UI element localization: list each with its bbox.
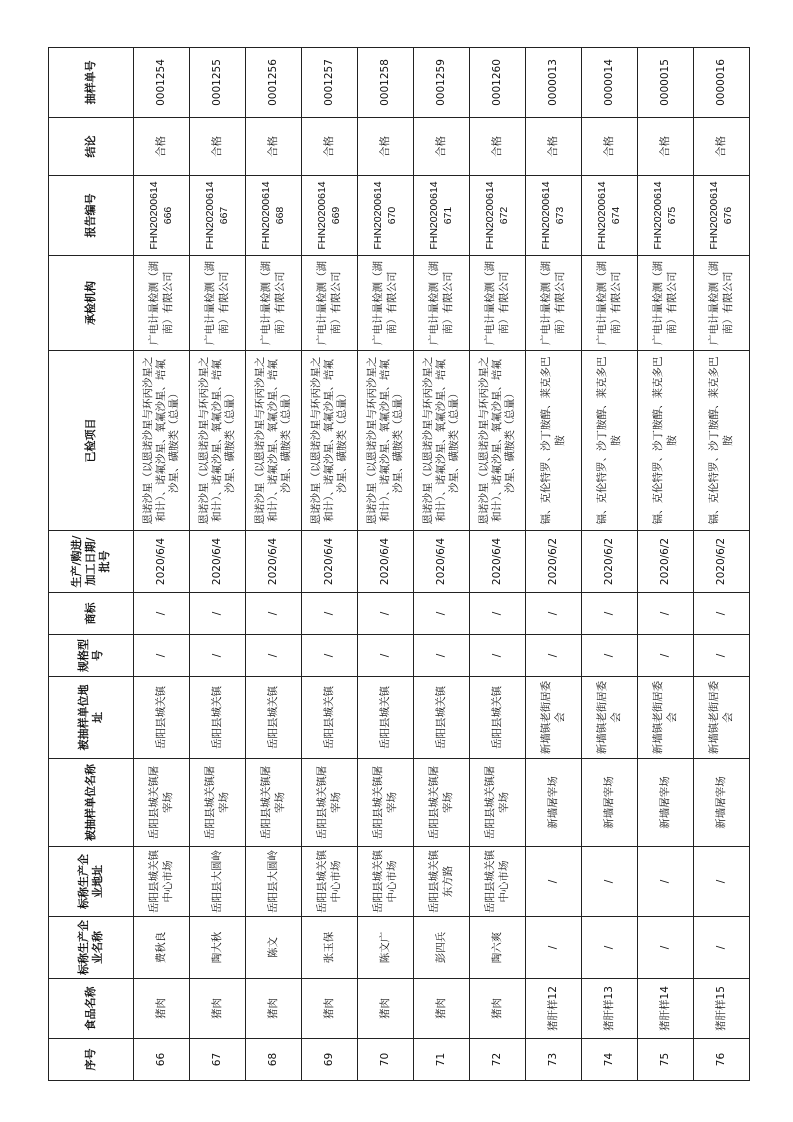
- tested-items-cell: 恩诺沙星（以恩诺沙星与环丙沙星之和计）、诺氟沙星、氧氟沙星、培氟沙星、磺胺类（总量）: [470, 351, 526, 531]
- header-cell: 抽样单号: [49, 48, 134, 118]
- manufacturer-name-cell: /: [638, 917, 694, 979]
- spec-model-cell: /: [358, 635, 414, 677]
- row-number-cell: 75: [638, 1039, 694, 1081]
- sampled-unit-name-cell: 岳阳县城关镇屠宰场: [246, 759, 302, 847]
- sampled-unit-name-cell: 岳阳县城关镇屠宰场: [470, 759, 526, 847]
- spec-model-cell: /: [302, 635, 358, 677]
- table-row: [582, 48, 638, 1081]
- manufacturer-name-cell: 张玉保: [302, 917, 358, 979]
- production-date-cell: 2020/6/4: [302, 531, 358, 593]
- food-name-cell: 猪肉: [134, 979, 190, 1039]
- production-date-cell: 2020/6/2: [526, 531, 582, 593]
- manufacturer-address-cell: /: [526, 847, 582, 917]
- tested-items-cell: 恩诺沙星（以恩诺沙星与环丙沙星之和计）、诺氟沙星、氧氟沙星、培氟沙星、磺胺类（总量）: [414, 351, 470, 531]
- header-cell: 被抽样单位地址: [49, 677, 134, 759]
- sampled-unit-name-cell: 岳阳县城关镇屠宰场: [134, 759, 190, 847]
- report-number-cell: FHN20200614670: [358, 176, 414, 256]
- trademark-cell: /: [414, 593, 470, 635]
- food-name-cell: 猪肉: [358, 979, 414, 1039]
- testing-agency-cell: 广电计量检测（湖南）有限公司: [526, 256, 582, 351]
- sample-number-cell: 0001257: [302, 48, 358, 118]
- manufacturer-name-cell: 陶大秋: [190, 917, 246, 979]
- testing-agency-cell: 广电计量检测（湖南）有限公司: [638, 256, 694, 351]
- food-name-cell: 猪肉: [246, 979, 302, 1039]
- table-row: [638, 48, 694, 1081]
- trademark-cell: /: [134, 593, 190, 635]
- spec-model-cell: /: [134, 635, 190, 677]
- sample-number-cell: 0001259: [414, 48, 470, 118]
- header-cell: 标称生产企业地址: [49, 847, 134, 917]
- sample-number-cell: 0001256: [246, 48, 302, 118]
- spec-model-cell: /: [582, 635, 638, 677]
- table-row: [526, 48, 582, 1081]
- trademark-cell: /: [638, 593, 694, 635]
- conclusion-cell: 合格: [134, 118, 190, 176]
- row-number-cell: 71: [414, 1039, 470, 1081]
- header-cell: 承检机构: [49, 256, 134, 351]
- tested-items-cell: 镉、克伦特罗、沙丁胺醇、莱克多巴胺: [582, 351, 638, 531]
- table-row: [470, 48, 526, 1081]
- table-row: [694, 48, 750, 1081]
- table-row: [302, 48, 358, 1081]
- manufacturer-name-cell: /: [694, 917, 750, 979]
- testing-agency-cell: 广电计量检测（湖南）有限公司: [358, 256, 414, 351]
- report-number-cell: FHN20200614671: [414, 176, 470, 256]
- sampled-unit-name-cell: 岳阳县城关镇屠宰场: [302, 759, 358, 847]
- conclusion-cell: 合格: [190, 118, 246, 176]
- row-number-cell: 74: [582, 1039, 638, 1081]
- sampled-unit-address-cell: 新墙镇老街居委会: [582, 677, 638, 759]
- header-cell: 生产/购进/加工日期/批号: [49, 531, 134, 593]
- manufacturer-name-cell: 陶六爽: [470, 917, 526, 979]
- food-name-cell: 猪肉: [470, 979, 526, 1039]
- header-cell: 结论: [49, 118, 134, 176]
- manufacturer-name-cell: /: [582, 917, 638, 979]
- sample-number-cell: 0000016: [694, 48, 750, 118]
- sampled-unit-address-cell: 新墙镇老街居委会: [694, 677, 750, 759]
- sample-number-cell: 0001255: [190, 48, 246, 118]
- sample-number-cell: 0000013: [526, 48, 582, 118]
- testing-agency-cell: 广电计量检测（湖南）有限公司: [302, 256, 358, 351]
- tested-items-cell: 恩诺沙星（以恩诺沙星与环丙沙星之和计）、诺氟沙星、氧氟沙星、培氟沙星、磺胺类（总量）: [358, 351, 414, 531]
- report-number-cell: FHN20200614668: [246, 176, 302, 256]
- trademark-cell: /: [358, 593, 414, 635]
- manufacturer-address-cell: 岳阳县大圆岭: [246, 847, 302, 917]
- production-date-cell: 2020/6/2: [582, 531, 638, 593]
- production-date-cell: 2020/6/4: [358, 531, 414, 593]
- trademark-cell: /: [246, 593, 302, 635]
- sampled-unit-name-cell: 新墙屠宰场: [638, 759, 694, 847]
- sampled-unit-name-cell: 新墙屠宰场: [526, 759, 582, 847]
- manufacturer-name-cell: 陈文广: [358, 917, 414, 979]
- tested-items-cell: 恩诺沙星（以恩诺沙星与环丙沙星之和计）、诺氟沙星、氧氟沙星、培氟沙星、磺胺类（总量）: [246, 351, 302, 531]
- manufacturer-address-cell: /: [638, 847, 694, 917]
- trademark-cell: /: [582, 593, 638, 635]
- header-cell: 序号: [49, 1039, 134, 1081]
- testing-agency-cell: 广电计量检测（湖南）有限公司: [190, 256, 246, 351]
- sampled-unit-name-cell: 新墙屠宰场: [582, 759, 638, 847]
- row-number-cell: 72: [470, 1039, 526, 1081]
- manufacturer-address-cell: 岳阳县城关镇中心市场: [358, 847, 414, 917]
- row-number-cell: 70: [358, 1039, 414, 1081]
- tested-items-cell: 恩诺沙星（以恩诺沙星与环丙沙星之和计）、诺氟沙星、氧氟沙星、培氟沙星、磺胺类（总量）: [302, 351, 358, 531]
- row-number-cell: 76: [694, 1039, 750, 1081]
- sample-number-cell: 0000014: [582, 48, 638, 118]
- report-number-cell: FHN20200614676: [694, 176, 750, 256]
- spec-model-cell: /: [190, 635, 246, 677]
- inspection-results-table: [48, 47, 750, 1081]
- food-name-cell: 猪肉: [302, 979, 358, 1039]
- conclusion-cell: 合格: [302, 118, 358, 176]
- table-row: [358, 48, 414, 1081]
- food-name-cell: 猪肝样14: [638, 979, 694, 1039]
- report-number-cell: FHN20200614672: [470, 176, 526, 256]
- trademark-cell: /: [302, 593, 358, 635]
- sample-number-cell: 0001254: [134, 48, 190, 118]
- sampled-unit-address-cell: 岳阳县城关镇: [302, 677, 358, 759]
- sampled-unit-address-cell: 岳阳县城关镇: [190, 677, 246, 759]
- report-number-cell: FHN20200614666: [134, 176, 190, 256]
- production-date-cell: 2020/6/4: [190, 531, 246, 593]
- food-name-cell: 猪肉: [414, 979, 470, 1039]
- spec-model-cell: /: [526, 635, 582, 677]
- sampled-unit-name-cell: 岳阳县城关镇屠宰场: [358, 759, 414, 847]
- conclusion-cell: 合格: [638, 118, 694, 176]
- manufacturer-address-cell: 岳阳县城关镇中心市场: [470, 847, 526, 917]
- trademark-cell: /: [694, 593, 750, 635]
- trademark-cell: /: [190, 593, 246, 635]
- tested-items-cell: 镉、克伦特罗、沙丁胺醇、莱克多巴胺: [638, 351, 694, 531]
- table-row: [414, 48, 470, 1081]
- tested-items-cell: 镉、克伦特罗、沙丁胺醇、莱克多巴胺: [694, 351, 750, 531]
- header-cell: 商标: [49, 593, 134, 635]
- sampled-unit-address-cell: 岳阳县城关镇: [134, 677, 190, 759]
- food-name-cell: 猪肝样12: [526, 979, 582, 1039]
- row-number-cell: 73: [526, 1039, 582, 1081]
- manufacturer-address-cell: 岳阳县城关镇东方路: [414, 847, 470, 917]
- spec-model-cell: /: [638, 635, 694, 677]
- sample-number-cell: 0001260: [470, 48, 526, 118]
- production-date-cell: 2020/6/2: [694, 531, 750, 593]
- sampled-unit-address-cell: 新墙镇老街居委会: [526, 677, 582, 759]
- row-number-cell: 68: [246, 1039, 302, 1081]
- table-row: [246, 48, 302, 1081]
- trademark-cell: /: [470, 593, 526, 635]
- testing-agency-cell: 广电计量检测（湖南）有限公司: [694, 256, 750, 351]
- spec-model-cell: /: [414, 635, 470, 677]
- testing-agency-cell: 广电计量检测（湖南）有限公司: [414, 256, 470, 351]
- tested-items-cell: 恩诺沙星（以恩诺沙星与环丙沙星之和计）、诺氟沙星、氧氟沙星、培氟沙星、磺胺类（总量）: [134, 351, 190, 531]
- conclusion-cell: 合格: [526, 118, 582, 176]
- manufacturer-address-cell: /: [694, 847, 750, 917]
- sampled-unit-name-cell: 岳阳县城关镇屠宰场: [190, 759, 246, 847]
- sampled-unit-address-cell: 岳阳县城关镇: [414, 677, 470, 759]
- conclusion-cell: 合格: [470, 118, 526, 176]
- report-number-cell: FHN20200614674: [582, 176, 638, 256]
- conclusion-cell: 合格: [246, 118, 302, 176]
- tested-items-cell: 恩诺沙星（以恩诺沙星与环丙沙星之和计）、诺氟沙星、氧氟沙星、培氟沙星、磺胺类（总量）: [190, 351, 246, 531]
- production-date-cell: 2020/6/4: [470, 531, 526, 593]
- testing-agency-cell: 广电计量检测（湖南）有限公司: [470, 256, 526, 351]
- table-header-row: [49, 48, 134, 1081]
- manufacturer-name-cell: 陈文: [246, 917, 302, 979]
- food-name-cell: 猪肝样15: [694, 979, 750, 1039]
- report-number-cell: FHN20200614667: [190, 176, 246, 256]
- sampled-unit-name-cell: 新墙屠宰场: [694, 759, 750, 847]
- trademark-cell: /: [526, 593, 582, 635]
- report-number-cell: FHN20200614669: [302, 176, 358, 256]
- manufacturer-address-cell: 岳阳县大圆岭: [190, 847, 246, 917]
- production-date-cell: 2020/6/2: [638, 531, 694, 593]
- report-number-cell: FHN20200614675: [638, 176, 694, 256]
- row-number-cell: 69: [302, 1039, 358, 1081]
- manufacturer-name-cell: 彭四兵: [414, 917, 470, 979]
- table-row: [190, 48, 246, 1081]
- header-cell: 标称生产企业名称: [49, 917, 134, 979]
- manufacturer-address-cell: 岳阳县城关镇中心市场: [302, 847, 358, 917]
- conclusion-cell: 合格: [414, 118, 470, 176]
- sampled-unit-address-cell: 岳阳县城关镇: [246, 677, 302, 759]
- inspection-table-page: [48, 48, 746, 1081]
- testing-agency-cell: 广电计量检测（湖南）有限公司: [582, 256, 638, 351]
- manufacturer-address-cell: 岳阳县城关镇中心市场: [134, 847, 190, 917]
- manufacturer-name-cell: /: [526, 917, 582, 979]
- header-cell: 被抽样单位名称: [49, 759, 134, 847]
- sampled-unit-address-cell: 岳阳县城关镇: [470, 677, 526, 759]
- manufacturer-name-cell: 费秋良: [134, 917, 190, 979]
- sample-number-cell: 0001258: [358, 48, 414, 118]
- report-number-cell: FHN20200614673: [526, 176, 582, 256]
- row-number-cell: 66: [134, 1039, 190, 1081]
- sampled-unit-address-cell: 岳阳县城关镇: [358, 677, 414, 759]
- food-name-cell: 猪肉: [190, 979, 246, 1039]
- sampled-unit-name-cell: 岳阳县城关镇屠宰场: [414, 759, 470, 847]
- food-name-cell: 猪肝样13: [582, 979, 638, 1039]
- spec-model-cell: /: [694, 635, 750, 677]
- table-body: [134, 48, 750, 1081]
- manufacturer-address-cell: /: [582, 847, 638, 917]
- testing-agency-cell: 广电计量检测（湖南）有限公司: [134, 256, 190, 351]
- sample-number-cell: 0000015: [638, 48, 694, 118]
- table-row: [134, 48, 190, 1081]
- header-cell: 报告编号: [49, 176, 134, 256]
- conclusion-cell: 合格: [694, 118, 750, 176]
- header-cell: 已检项目: [49, 351, 134, 531]
- sampled-unit-address-cell: 新墙镇老街居委会: [638, 677, 694, 759]
- spec-model-cell: /: [246, 635, 302, 677]
- header-cell: 食品名称: [49, 979, 134, 1039]
- spec-model-cell: /: [470, 635, 526, 677]
- conclusion-cell: 合格: [582, 118, 638, 176]
- production-date-cell: 2020/6/4: [246, 531, 302, 593]
- row-number-cell: 67: [190, 1039, 246, 1081]
- production-date-cell: 2020/6/4: [134, 531, 190, 593]
- header-cell: 规格型号: [49, 635, 134, 677]
- testing-agency-cell: 广电计量检测（湖南）有限公司: [246, 256, 302, 351]
- conclusion-cell: 合格: [358, 118, 414, 176]
- tested-items-cell: 镉、克伦特罗、沙丁胺醇、莱克多巴胺: [526, 351, 582, 531]
- production-date-cell: 2020/6/4: [414, 531, 470, 593]
